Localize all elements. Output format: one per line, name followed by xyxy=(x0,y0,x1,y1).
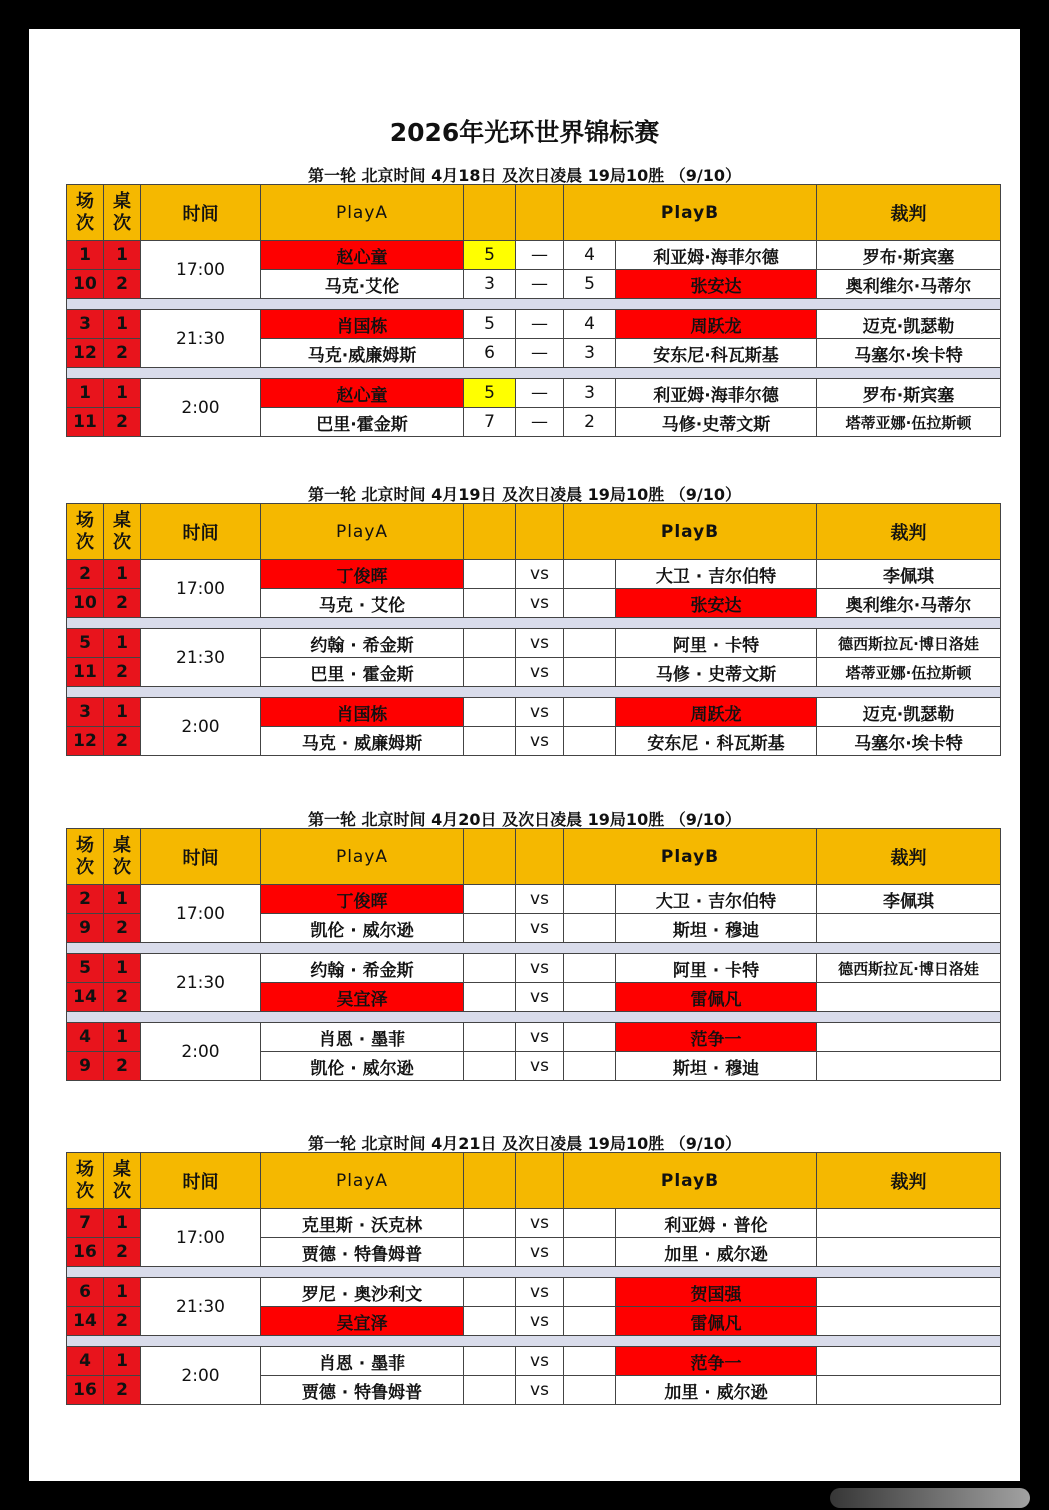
table-number: 1 xyxy=(104,885,141,914)
header-player-a: PlayA xyxy=(261,1153,464,1209)
versus-mark: vs xyxy=(516,727,564,756)
player-a-name: 肖国栋 xyxy=(261,310,464,339)
score-b xyxy=(564,629,616,658)
score-a xyxy=(464,914,516,943)
round-heading: 第一轮 北京时间 4月21日 及次日凌晨 19局10胜 （9/10） xyxy=(307,1134,742,1153)
score-a xyxy=(464,954,516,983)
header-player-b: PlayB xyxy=(564,185,817,241)
header-mid xyxy=(516,504,564,560)
session-time: 2:00 xyxy=(141,698,261,756)
score-b xyxy=(564,1307,616,1336)
versus-mark: vs xyxy=(516,589,564,618)
session-time: 21:30 xyxy=(141,1278,261,1336)
score-b: 5 xyxy=(564,270,616,299)
match-number: 14 xyxy=(67,983,104,1012)
match-number: 14 xyxy=(67,1307,104,1336)
match-number: 9 xyxy=(67,914,104,943)
versus-mark: vs xyxy=(516,983,564,1012)
match-number: 10 xyxy=(67,589,104,618)
player-a-name: 赵心童 xyxy=(261,379,464,408)
score-a: 5 xyxy=(464,310,516,339)
separator-cell xyxy=(67,1336,1001,1347)
player-a-name: 肖恩 · 墨菲 xyxy=(261,1347,464,1376)
versus-mark: vs xyxy=(516,560,564,589)
header-score-a xyxy=(464,504,516,560)
table-number: 1 xyxy=(104,1278,141,1307)
player-b-name: 贺国强 xyxy=(616,1278,817,1307)
table-number: 2 xyxy=(104,1376,141,1405)
score-b xyxy=(564,954,616,983)
match-number: 2 xyxy=(67,560,104,589)
score-b xyxy=(564,560,616,589)
separator-cell xyxy=(67,299,1001,310)
table-number: 1 xyxy=(104,379,141,408)
table-number: 2 xyxy=(104,339,141,368)
score-a xyxy=(464,727,516,756)
header-player-a: PlayA xyxy=(261,185,464,241)
separator-cell xyxy=(67,1267,1001,1278)
versus-mark: vs xyxy=(516,954,564,983)
player-b-name: 周跃龙 xyxy=(616,698,817,727)
session-separator xyxy=(67,687,1001,698)
player-a-name: 凯伦 · 威尔逊 xyxy=(261,1052,464,1081)
session-time: 17:00 xyxy=(141,1209,261,1267)
table-row xyxy=(67,241,1001,270)
player-a-name: 马克 · 威廉姆斯 xyxy=(261,727,464,756)
referee-name xyxy=(817,1238,1001,1267)
match-number: 7 xyxy=(67,1209,104,1238)
session-time: 17:00 xyxy=(141,241,261,299)
versus-mark: — xyxy=(516,270,564,299)
referee-name xyxy=(817,1347,1001,1376)
player-b-name: 利亚姆 · 普伦 xyxy=(616,1209,817,1238)
player-b-name: 张安达 xyxy=(616,589,817,618)
score-b: 4 xyxy=(564,310,616,339)
player-a-name: 丁俊晖 xyxy=(261,885,464,914)
versus-mark: — xyxy=(516,241,564,270)
table-row xyxy=(67,629,1001,658)
score-b xyxy=(564,1376,616,1405)
header-mid xyxy=(516,1153,564,1209)
referee-name: 迈克·凯瑟勒 xyxy=(817,310,1001,339)
table-row xyxy=(67,1023,1001,1052)
match-number: 1 xyxy=(67,241,104,270)
schedule-sheet xyxy=(29,29,1020,1481)
score-a xyxy=(464,1278,516,1307)
player-a-name: 马克·威廉姆斯 xyxy=(261,339,464,368)
header-referee: 裁判 xyxy=(817,829,1001,885)
score-a xyxy=(464,589,516,618)
header-time: 时间 xyxy=(141,1153,261,1209)
referee-name xyxy=(817,1307,1001,1336)
score-a xyxy=(464,1209,516,1238)
header-player-a: PlayA xyxy=(261,829,464,885)
player-b-name: 张安达 xyxy=(616,270,817,299)
table-row xyxy=(67,1278,1001,1307)
player-b-name: 阿里 · 卡特 xyxy=(616,954,817,983)
match-number: 1 xyxy=(67,379,104,408)
score-a xyxy=(464,560,516,589)
score-a xyxy=(464,1307,516,1336)
player-b-name: 利亚姆·海菲尔德 xyxy=(616,241,817,270)
table-number: 1 xyxy=(104,698,141,727)
versus-mark: vs xyxy=(516,1347,564,1376)
separator-cell xyxy=(67,687,1001,698)
schedule-table xyxy=(66,503,1001,756)
table-number: 2 xyxy=(104,1307,141,1336)
referee-name: 马塞尔·埃卡特 xyxy=(817,727,1001,756)
score-a: 3 xyxy=(464,270,516,299)
player-a-name: 马克 · 艾伦 xyxy=(261,589,464,618)
session-separator xyxy=(67,368,1001,379)
table-row xyxy=(67,310,1001,339)
player-b-name: 雷佩凡 xyxy=(616,1307,817,1336)
referee-name: 罗布·斯宾塞 xyxy=(817,241,1001,270)
table-row xyxy=(67,954,1001,983)
score-a xyxy=(464,1052,516,1081)
score-a xyxy=(464,698,516,727)
match-number: 3 xyxy=(67,698,104,727)
score-b: 2 xyxy=(564,408,616,437)
session-separator xyxy=(67,1012,1001,1023)
referee-name: 奥利维尔·马蒂尔 xyxy=(817,589,1001,618)
score-a xyxy=(464,983,516,1012)
header-mid xyxy=(516,829,564,885)
header-player-b: PlayB xyxy=(564,504,817,560)
versus-mark: vs xyxy=(516,914,564,943)
score-a xyxy=(464,1238,516,1267)
separator-cell xyxy=(67,618,1001,629)
player-a-name: 约翰 · 希金斯 xyxy=(261,954,464,983)
match-number: 9 xyxy=(67,1052,104,1081)
player-a-name: 罗尼 · 奥沙利文 xyxy=(261,1278,464,1307)
score-b xyxy=(564,589,616,618)
score-a xyxy=(464,629,516,658)
referee-name xyxy=(817,1376,1001,1405)
score-b xyxy=(564,885,616,914)
score-b xyxy=(564,658,616,687)
score-b xyxy=(564,914,616,943)
header-table-no: 桌 次 xyxy=(104,185,141,241)
player-b-name: 利亚姆·海菲尔德 xyxy=(616,379,817,408)
table-number: 1 xyxy=(104,310,141,339)
player-b-name: 斯坦 · 穆迪 xyxy=(616,914,817,943)
score-b xyxy=(564,1238,616,1267)
score-b xyxy=(564,1052,616,1081)
header-referee: 裁判 xyxy=(817,1153,1001,1209)
referee-name: 马塞尔·埃卡特 xyxy=(817,339,1001,368)
match-number: 4 xyxy=(67,1023,104,1052)
session-time: 21:30 xyxy=(141,954,261,1012)
match-number: 3 xyxy=(67,310,104,339)
player-a-name: 巴里 · 霍金斯 xyxy=(261,658,464,687)
score-a xyxy=(464,1023,516,1052)
versus-mark: vs xyxy=(516,1278,564,1307)
table-number: 2 xyxy=(104,727,141,756)
match-number: 16 xyxy=(67,1376,104,1405)
table-number: 1 xyxy=(104,560,141,589)
session-time: 2:00 xyxy=(141,1347,261,1405)
match-number: 12 xyxy=(67,727,104,756)
player-b-name: 马修 · 史蒂文斯 xyxy=(616,658,817,687)
session-separator xyxy=(67,1336,1001,1347)
player-a-name: 贾德 · 特鲁姆普 xyxy=(261,1238,464,1267)
versus-mark: vs xyxy=(516,629,564,658)
table-number: 2 xyxy=(104,1052,141,1081)
versus-mark: vs xyxy=(516,1023,564,1052)
separator-cell xyxy=(67,1012,1001,1023)
table-row xyxy=(67,379,1001,408)
referee-name xyxy=(817,983,1001,1012)
table-number: 2 xyxy=(104,589,141,618)
table-row xyxy=(67,698,1001,727)
player-b-name: 斯坦 · 穆迪 xyxy=(616,1052,817,1081)
match-number: 6 xyxy=(67,1278,104,1307)
score-a xyxy=(464,885,516,914)
player-b-name: 加里 · 威尔逊 xyxy=(616,1238,817,1267)
score-b xyxy=(564,698,616,727)
referee-name xyxy=(817,1278,1001,1307)
versus-mark: vs xyxy=(516,658,564,687)
referee-name: 德西斯拉瓦·博日洛娃 xyxy=(817,954,1001,983)
score-b: 3 xyxy=(564,339,616,368)
table-number: 2 xyxy=(104,914,141,943)
page-title: 2026年光环世界锦标赛 xyxy=(389,118,660,147)
header-table-no: 桌 次 xyxy=(104,1153,141,1209)
score-a xyxy=(464,1347,516,1376)
table-row xyxy=(67,885,1001,914)
referee-name: 塔蒂亚娜·伍拉斯顿 xyxy=(817,408,1001,437)
table-row xyxy=(67,1347,1001,1376)
header-referee: 裁判 xyxy=(817,185,1001,241)
header-referee: 裁判 xyxy=(817,504,1001,560)
score-b xyxy=(564,727,616,756)
table-number: 1 xyxy=(104,1209,141,1238)
table-number: 1 xyxy=(104,241,141,270)
referee-name xyxy=(817,914,1001,943)
player-b-name: 大卫 · 吉尔伯特 xyxy=(616,885,817,914)
header-match-no: 场 次 xyxy=(67,1153,104,1209)
match-number: 4 xyxy=(67,1347,104,1376)
header-time: 时间 xyxy=(141,185,261,241)
score-b xyxy=(564,983,616,1012)
header-mid xyxy=(516,185,564,241)
score-a: 5 xyxy=(464,379,516,408)
match-number: 11 xyxy=(67,658,104,687)
score-b xyxy=(564,1209,616,1238)
header-match-no: 场 次 xyxy=(67,829,104,885)
referee-name: 迈克·凯瑟勒 xyxy=(817,698,1001,727)
referee-name: 罗布·斯宾塞 xyxy=(817,379,1001,408)
session-separator xyxy=(67,299,1001,310)
versus-mark: vs xyxy=(516,1376,564,1405)
schedule-table xyxy=(66,828,1001,1081)
score-a: 5 xyxy=(464,241,516,270)
round-heading: 第一轮 北京时间 4月19日 及次日凌晨 19局10胜 （9/10） xyxy=(307,485,742,504)
score-a: 6 xyxy=(464,339,516,368)
header-player-b: PlayB xyxy=(564,1153,817,1209)
score-b xyxy=(564,1023,616,1052)
table-number: 2 xyxy=(104,408,141,437)
header-time: 时间 xyxy=(141,504,261,560)
referee-name: 奥利维尔·马蒂尔 xyxy=(817,270,1001,299)
match-number: 16 xyxy=(67,1238,104,1267)
referee-name xyxy=(817,1052,1001,1081)
session-separator xyxy=(67,618,1001,629)
player-a-name: 约翰 · 希金斯 xyxy=(261,629,464,658)
player-a-name: 丁俊晖 xyxy=(261,560,464,589)
versus-mark: vs xyxy=(516,698,564,727)
header-table-no: 桌 次 xyxy=(104,829,141,885)
table-number: 2 xyxy=(104,983,141,1012)
player-b-name: 大卫 · 吉尔伯特 xyxy=(616,560,817,589)
player-b-name: 安东尼·科瓦斯基 xyxy=(616,339,817,368)
score-b xyxy=(564,1347,616,1376)
header-score-a xyxy=(464,185,516,241)
referee-name xyxy=(817,1023,1001,1052)
separator-cell xyxy=(67,943,1001,954)
player-a-name: 马克·艾伦 xyxy=(261,270,464,299)
player-a-name: 凯伦 · 威尔逊 xyxy=(261,914,464,943)
table-number: 1 xyxy=(104,629,141,658)
versus-mark: vs xyxy=(516,1052,564,1081)
score-b: 4 xyxy=(564,241,616,270)
versus-mark: — xyxy=(516,408,564,437)
watermark-blur xyxy=(830,1488,1030,1508)
referee-name: 德西斯拉瓦·博日洛娃 xyxy=(817,629,1001,658)
versus-mark: vs xyxy=(516,1307,564,1336)
match-number: 5 xyxy=(67,954,104,983)
table-number: 1 xyxy=(104,954,141,983)
score-a: 7 xyxy=(464,408,516,437)
table-number: 1 xyxy=(104,1023,141,1052)
table-number: 2 xyxy=(104,1238,141,1267)
header-score-a xyxy=(464,1153,516,1209)
schedule-table xyxy=(66,1152,1001,1405)
separator-cell xyxy=(67,368,1001,379)
session-time: 17:00 xyxy=(141,560,261,618)
versus-mark: — xyxy=(516,310,564,339)
versus-mark: — xyxy=(516,339,564,368)
header-time: 时间 xyxy=(141,829,261,885)
referee-name: 塔蒂亚娜·伍拉斯顿 xyxy=(817,658,1001,687)
player-b-name: 马修·史蒂文斯 xyxy=(616,408,817,437)
referee-name xyxy=(817,1209,1001,1238)
player-b-name: 安东尼 · 科瓦斯基 xyxy=(616,727,817,756)
round-heading: 第一轮 北京时间 4月18日 及次日凌晨 19局10胜 （9/10） xyxy=(307,166,742,185)
header-score-a xyxy=(464,829,516,885)
player-a-name: 巴里·霍金斯 xyxy=(261,408,464,437)
session-time: 21:30 xyxy=(141,310,261,368)
header-player-a: PlayA xyxy=(261,504,464,560)
player-a-name: 肖恩 · 墨菲 xyxy=(261,1023,464,1052)
player-a-name: 吴宜泽 xyxy=(261,983,464,1012)
header-match-no: 场 次 xyxy=(67,185,104,241)
player-a-name: 肖国栋 xyxy=(261,698,464,727)
versus-mark: vs xyxy=(516,885,564,914)
header-player-b: PlayB xyxy=(564,829,817,885)
versus-mark: vs xyxy=(516,1209,564,1238)
player-a-name: 贾德 · 特鲁姆普 xyxy=(261,1376,464,1405)
table-row xyxy=(67,560,1001,589)
table-number: 2 xyxy=(104,270,141,299)
match-number: 10 xyxy=(67,270,104,299)
player-a-name: 赵心童 xyxy=(261,241,464,270)
referee-name: 李佩琪 xyxy=(817,560,1001,589)
session-separator xyxy=(67,943,1001,954)
player-b-name: 加里 · 威尔逊 xyxy=(616,1376,817,1405)
versus-mark: — xyxy=(516,379,564,408)
match-number: 11 xyxy=(67,408,104,437)
session-time: 2:00 xyxy=(141,379,261,437)
header-match-no: 场 次 xyxy=(67,504,104,560)
player-b-name: 阿里 · 卡特 xyxy=(616,629,817,658)
session-time: 17:00 xyxy=(141,885,261,943)
score-b xyxy=(564,1278,616,1307)
referee-name: 李佩琪 xyxy=(817,885,1001,914)
table-number: 1 xyxy=(104,1347,141,1376)
player-b-name: 范争一 xyxy=(616,1347,817,1376)
versus-mark: vs xyxy=(516,1238,564,1267)
match-number: 2 xyxy=(67,885,104,914)
player-a-name: 克里斯 · 沃克林 xyxy=(261,1209,464,1238)
table-row xyxy=(67,1209,1001,1238)
score-a xyxy=(464,658,516,687)
score-b: 3 xyxy=(564,379,616,408)
player-b-name: 雷佩凡 xyxy=(616,983,817,1012)
player-a-name: 吴宜泽 xyxy=(261,1307,464,1336)
session-time: 2:00 xyxy=(141,1023,261,1081)
schedule-table xyxy=(66,184,1001,437)
match-number: 5 xyxy=(67,629,104,658)
session-separator xyxy=(67,1267,1001,1278)
match-number: 12 xyxy=(67,339,104,368)
session-time: 21:30 xyxy=(141,629,261,687)
player-b-name: 周跃龙 xyxy=(616,310,817,339)
header-table-no: 桌 次 xyxy=(104,504,141,560)
player-b-name: 范争一 xyxy=(616,1023,817,1052)
round-heading: 第一轮 北京时间 4月20日 及次日凌晨 19局10胜 （9/10） xyxy=(307,810,742,829)
score-a xyxy=(464,1376,516,1405)
table-number: 2 xyxy=(104,658,141,687)
